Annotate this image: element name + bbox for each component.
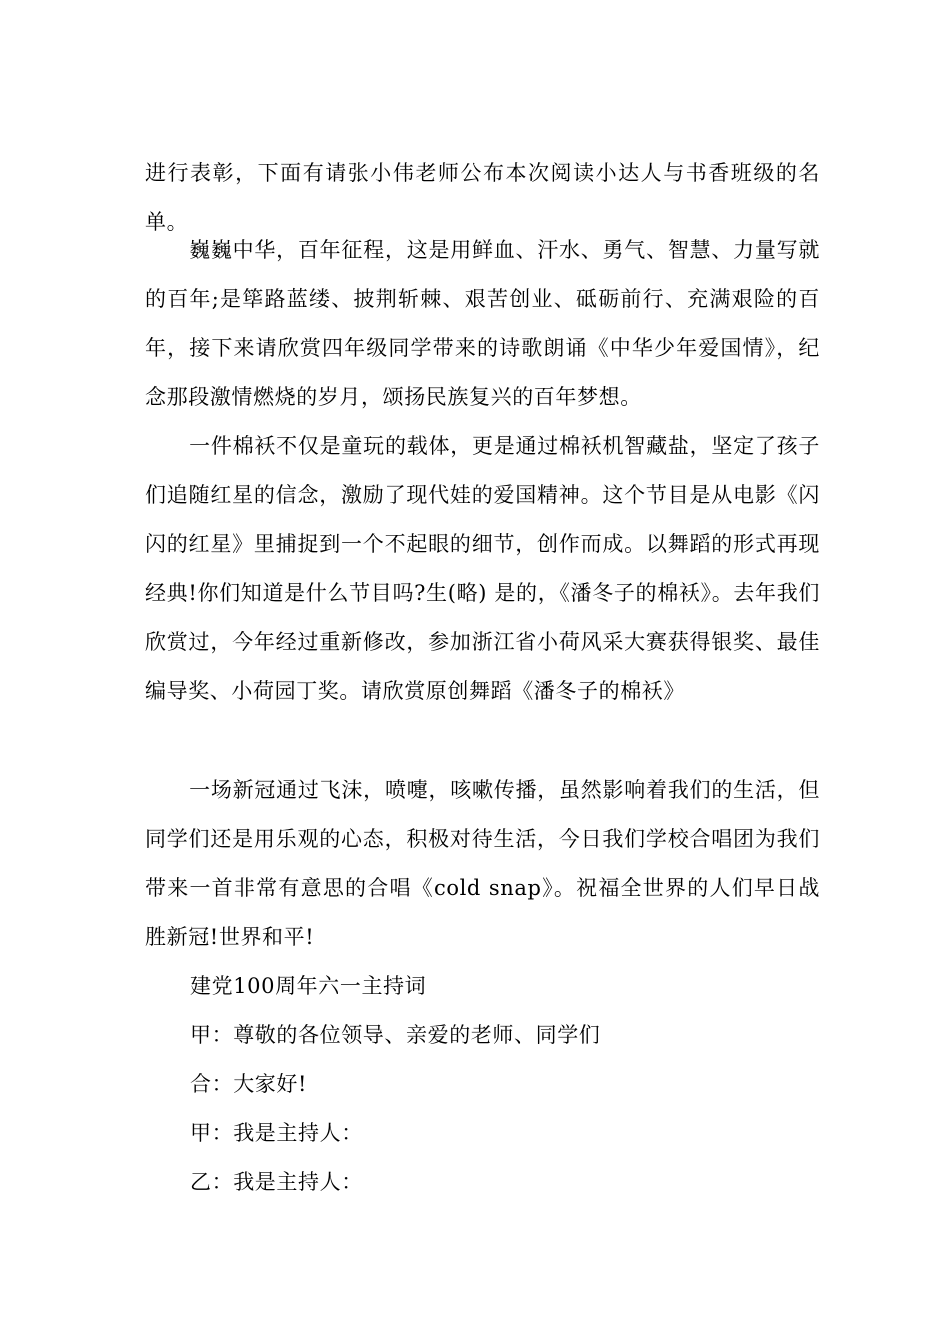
script-lines — [145, 962, 820, 1207]
paragraph-centenary: 巍巍中华，百年征程，这是用鲜血、汗水、勇气、智慧、力量写就的百年;是筚路蓝缕、披荆斩棘、艰苦创业、砥砺前行、充满艰险的百年，接下来请欣赏四年级同学带来的诗歌朗诵《中华少年爱国情》，纪念那段激情燃烧的岁月，颂扬民族复兴的百年梦想。 — [145, 238, 820, 409]
paragraph-choir: 一场新冠通过飞沫，喷嚏，咳嗽传播，虽然影响着我们的生活，但同学们还是用乐观的心态，积极对待生活，今日我们学校合唱团为我们带来一首非常有意思的合唱《cold snap》。祝福全世界的人们早日战胜新冠!世界和平! — [145, 778, 820, 949]
dialogue-line: 甲：尊敬的各位领导、亲爱的老师、同学们 — [190, 1023, 601, 1047]
paragraph-group — [145, 226, 820, 422]
paragraph-group — [145, 422, 820, 716]
dialogue-line: 甲：我是主持人： — [190, 1121, 363, 1145]
paragraph-group — [145, 766, 820, 962]
dialogue-line: 乙：我是主持人： — [190, 1170, 363, 1194]
paragraph-cotton-coat: 一件棉袄不仅是童玩的载体，更是通过棉袄机智藏盐，坚定了孩子们追随红星的信念，激励了现代娃的爱国精神。这个节目是从电影《闪闪的红星》里捕捉到一个不起眼的细节，创作而成。以舞蹈的形式再现经典!你们知道是什么节目吗?生(略) 是的，《潘冬子的棉袄》。去年我们欣赏过，今年经过重新修改，参加浙江省小荷风采大赛获得银奖、最佳编导奖、小荷园丁奖。请欣赏原创舞蹈《潘冬子的棉袄》 — [145, 434, 820, 703]
section-title: 建党100周年六一主持词 — [190, 974, 427, 998]
paragraph-continuation: 进行表彰，下面有请张小伟老师公布本次阅读小达人与书香班级的名单。 — [145, 161, 820, 234]
dialogue-line: 合：大家好! — [190, 1072, 308, 1096]
